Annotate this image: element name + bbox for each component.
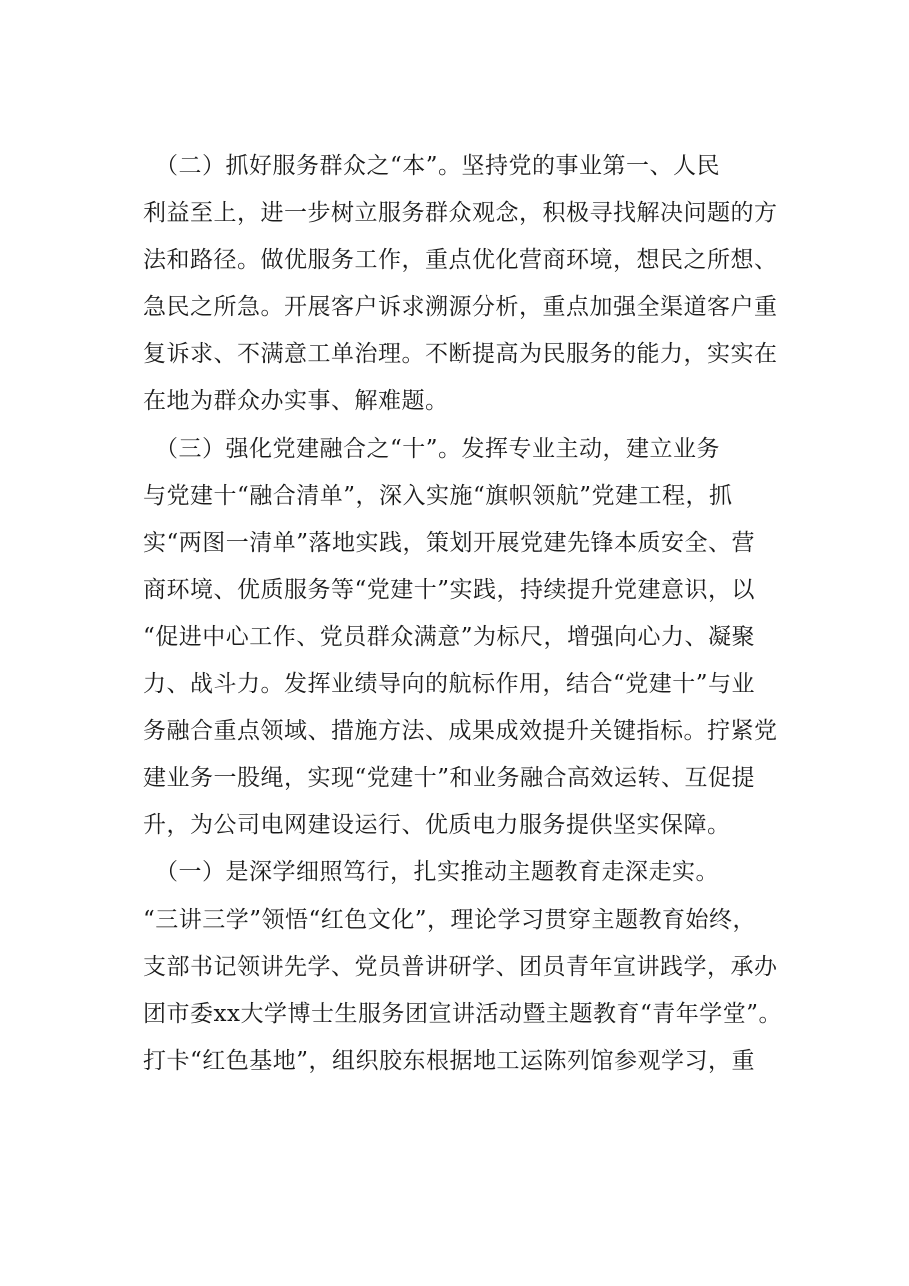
text-line: （三）强化党建融合之“十”。发挥专业主动，建立业务: [143, 435, 721, 462]
paragraph-party-integration: [143, 426, 819, 850]
text-line: 力、战斗力。发挥业绩导向的航标作用，结合“党建十”与业: [143, 671, 756, 698]
paragraph-theme-education: [143, 849, 819, 1084]
document-body: [143, 143, 819, 1085]
text-line: 与党建十“融合清单”，深入实施“旗帜领航”党建工程，抓: [143, 482, 733, 509]
text-line: “三讲三学”领悟“红色文化”，理论学习贯穿主题教育始终，: [143, 906, 757, 933]
text-line: 团市委xx大学博士生服务团宣讲活动暨主题教育“青年学堂”。: [143, 1000, 782, 1027]
text-line: 支部书记领讲先学、党员普讲研学、团员青年宣讲践学，承办: [143, 953, 778, 980]
text-line: （一）是深学细照笃行，扎实推动主题教育走深走实。: [143, 859, 719, 886]
text-line: 急民之所急。开展客户诉求溯源分析，重点加强全渠道客户重: [143, 294, 778, 321]
text-line: 复诉求、不满意工单治理。不断提高为民服务的能力，实实在: [143, 341, 778, 368]
text-line: （二）抓好服务群众之“本”。坚持党的事业第一、人民: [143, 153, 721, 179]
text-line: 法和路径。做优服务工作，重点优化营商环境，想民之所想、: [143, 247, 778, 274]
text-line: 利益至上，进一步树立服务群众观念，积极寻找解决问题的方: [143, 200, 778, 227]
text-line: 商环境、优质服务等“党建十”实践，持续提升党建意识，以: [143, 576, 756, 603]
text-line: 升，为公司电网建设运行、优质电力服务提供坚实保障。: [143, 812, 731, 839]
text-line: “促进中心工作、党员群众满意”为标尺，增强向心力、凝聚: [143, 623, 756, 650]
text-line: 打卡“红色基地”，组织胶东根据地工运陈列馆参观学习，重: [143, 1047, 756, 1074]
text-line: 建业务一股绳，实现“党建十”和业务融合高效运转、互促提: [143, 765, 756, 792]
text-line: 在地为群众办实事、解难题。: [143, 388, 449, 415]
paragraph-service-masses: [143, 143, 819, 426]
text-line: 实“两图一清单”落地实践，策划开展党建先锋本质安全、营: [143, 529, 756, 556]
text-line: 务融合重点领域、措施方法、成果成效提升关键指标。拧紧党: [143, 718, 778, 745]
